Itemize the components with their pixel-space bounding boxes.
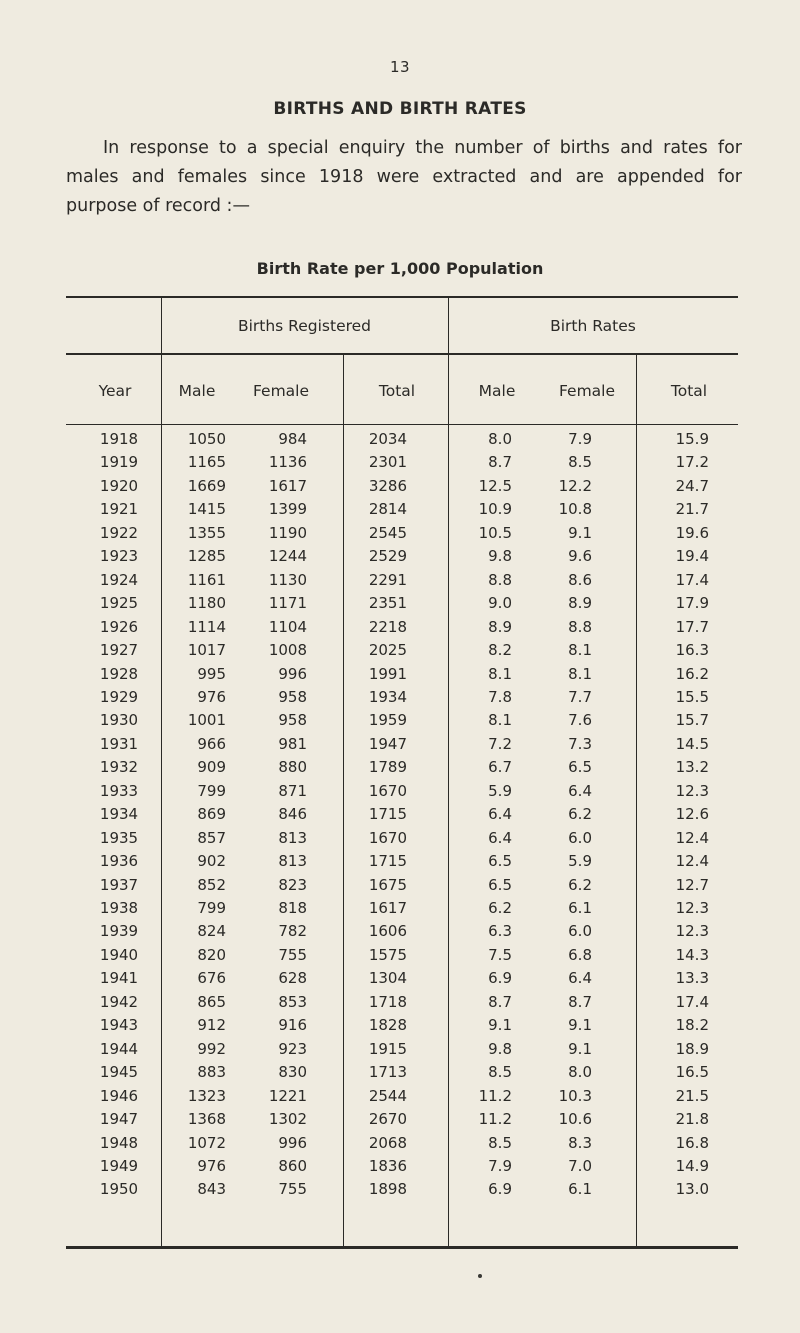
cell-year: 1918 — [99, 430, 139, 448]
cell-registered-female: 813 — [278, 828, 307, 847]
cell-registered-female: 755 — [278, 945, 307, 964]
cell-registered-male: 799 — [197, 899, 226, 917]
page-heading: BIRTHS AND BIRTH RATES — [273, 99, 527, 119]
cell-rate-male: 6.9 — [488, 969, 512, 988]
cell-registered-female: 880 — [278, 758, 307, 777]
cell-rate-female: 9.1 — [568, 1039, 592, 1058]
table-row — [0, 524, 800, 547]
cell-registered-male: 869 — [197, 805, 226, 824]
cell-rate-female: 6.0 — [568, 922, 592, 941]
table-row — [0, 899, 800, 922]
cell-rate-female: 10.6 — [558, 1110, 592, 1129]
cell-year: 1943 — [99, 1016, 139, 1035]
cell-registered-male: 799 — [197, 781, 226, 800]
cell-registered-female: 1221 — [268, 1086, 307, 1105]
cell-year: 1927 — [99, 641, 139, 660]
cell-year: 1919 — [99, 453, 139, 472]
cell-registered-female: 823 — [278, 875, 307, 894]
cell-registered-total: 1675 — [368, 875, 407, 894]
cell-rate-female: 7.7 — [568, 687, 592, 706]
table-row — [0, 1110, 800, 1133]
table-row — [0, 852, 800, 875]
cell-rate-male: 9.1 — [488, 1016, 512, 1035]
cell-rate-female: 6.4 — [568, 969, 592, 988]
cell-registered-total: 1915 — [368, 1039, 407, 1058]
cell-year: 1945 — [99, 1063, 139, 1082]
cell-rate-total: 15.7 — [675, 711, 709, 730]
cell-rate-female: 8.7 — [568, 992, 592, 1011]
cell-rate-female: 8.1 — [568, 641, 592, 660]
cell-rate-total: 12.4 — [675, 852, 709, 871]
table-row — [0, 735, 800, 758]
cell-year: 1938 — [99, 899, 139, 917]
cell-registered-female: 1130 — [268, 570, 307, 589]
cell-registered-total: 1898 — [368, 1180, 407, 1199]
cell-registered-total: 1718 — [368, 992, 407, 1011]
cell-rate-female: 7.0 — [568, 1156, 592, 1175]
cell-year: 1941 — [99, 969, 139, 988]
cell-registered-female: 860 — [278, 1156, 307, 1175]
cell-registered-male: 1323 — [187, 1086, 226, 1105]
column-header-rate-total: Total — [670, 382, 708, 400]
cell-year: 1920 — [99, 476, 139, 495]
cell-registered-male: 676 — [197, 969, 226, 988]
table-bottom-rule — [66, 1246, 738, 1249]
cell-registered-female: 1136 — [268, 453, 307, 472]
cell-rate-male: 10.9 — [478, 500, 512, 519]
cell-year: 1925 — [99, 594, 139, 613]
cell-rate-male: 6.2 — [488, 899, 512, 917]
cell-registered-total: 2218 — [368, 617, 407, 636]
cell-registered-total: 1617 — [368, 899, 407, 917]
cell-rate-female: 6.1 — [568, 899, 592, 917]
cell-rate-total: 15.5 — [675, 687, 709, 706]
cell-registered-total: 2545 — [368, 523, 407, 542]
table-row — [0, 1063, 800, 1086]
cell-registered-female: 628 — [278, 969, 307, 988]
cell-rate-female: 8.1 — [568, 664, 592, 683]
cell-registered-total: 2544 — [368, 1086, 407, 1105]
cell-registered-female: 981 — [278, 734, 307, 753]
cell-registered-male: 976 — [197, 687, 226, 706]
cell-rate-male: 6.7 — [488, 758, 512, 777]
cell-year: 1935 — [99, 828, 139, 847]
cell-rate-male: 8.2 — [488, 641, 512, 660]
cell-year: 1932 — [99, 758, 139, 777]
cell-rate-male: 9.8 — [488, 547, 512, 566]
cell-rate-total: 12.6 — [675, 805, 709, 824]
cell-rate-total: 16.8 — [675, 1133, 709, 1152]
table-row — [0, 829, 800, 852]
cell-registered-male: 992 — [197, 1039, 226, 1058]
cell-rate-total: 13.3 — [675, 969, 709, 988]
cell-registered-male: 1285 — [187, 547, 226, 566]
cell-rate-male: 8.7 — [488, 453, 512, 472]
table-row — [0, 500, 800, 523]
cell-registered-total: 2301 — [368, 453, 407, 472]
cell-registered-male: 912 — [197, 1016, 226, 1035]
cell-registered-male: 1161 — [187, 570, 226, 589]
cell-rate-male: 6.5 — [488, 875, 512, 894]
cell-registered-female: 996 — [278, 1133, 307, 1152]
cell-registered-total: 1670 — [368, 781, 407, 800]
cell-year: 1921 — [99, 500, 139, 519]
cell-rate-male: 9.8 — [488, 1039, 512, 1058]
cell-registered-total: 2814 — [368, 500, 407, 519]
cell-registered-female: 1302 — [268, 1110, 307, 1129]
cell-year: 1936 — [99, 852, 139, 871]
cell-rate-total: 13.0 — [675, 1180, 709, 1199]
cell-rate-male: 9.0 — [488, 594, 512, 613]
table-row — [0, 618, 800, 641]
cell-registered-female: 846 — [278, 805, 307, 824]
cell-registered-total: 1715 — [368, 852, 407, 871]
cell-rate-total: 18.2 — [675, 1016, 709, 1035]
cell-registered-total: 1991 — [368, 664, 407, 683]
cell-year: 1942 — [99, 992, 139, 1011]
cell-year: 1924 — [99, 570, 139, 589]
cell-registered-total: 1947 — [368, 734, 407, 753]
cell-registered-male: 852 — [197, 875, 226, 894]
cell-registered-female: 996 — [278, 664, 307, 683]
cell-rate-total: 15.9 — [675, 430, 709, 448]
cell-year: 1946 — [99, 1086, 139, 1105]
table-row — [0, 922, 800, 945]
cell-registered-male: 1072 — [187, 1133, 226, 1152]
cell-registered-female: 871 — [278, 781, 307, 800]
cell-rate-total: 14.5 — [675, 734, 709, 753]
cell-rate-female: 8.8 — [568, 617, 592, 636]
cell-rate-total: 12.3 — [675, 899, 709, 917]
cell-year: 1933 — [99, 781, 139, 800]
cell-rate-total: 21.7 — [675, 500, 709, 519]
cell-rate-female: 12.2 — [558, 476, 592, 495]
cell-registered-male: 902 — [197, 852, 226, 871]
cell-rate-female: 8.5 — [568, 453, 592, 472]
cell-year: 1944 — [99, 1039, 139, 1058]
cell-rate-male: 8.0 — [488, 430, 512, 448]
cell-registered-total: 2291 — [368, 570, 407, 589]
table-row — [0, 430, 800, 453]
table-row — [0, 641, 800, 664]
cell-registered-total: 2529 — [368, 547, 407, 566]
cell-rate-male: 11.2 — [478, 1110, 512, 1129]
cell-rate-total: 19.4 — [675, 547, 709, 566]
cell-registered-male: 1355 — [187, 523, 226, 542]
cell-rate-female: 9.1 — [568, 1016, 592, 1035]
cell-registered-female: 818 — [278, 899, 307, 917]
cell-rate-total: 12.4 — [675, 828, 709, 847]
cell-year: 1949 — [99, 1156, 139, 1175]
table-row — [0, 688, 800, 711]
column-header-year: Year — [98, 382, 132, 400]
cell-registered-total: 1713 — [368, 1063, 407, 1082]
cell-registered-total: 3286 — [368, 476, 407, 495]
cell-rate-female: 10.8 — [558, 500, 592, 519]
cell-registered-female: 1104 — [268, 617, 307, 636]
table-row — [0, 477, 800, 500]
cell-registered-total: 1789 — [368, 758, 407, 777]
cell-registered-female: 755 — [278, 1180, 307, 1199]
cell-registered-female: 1399 — [268, 500, 307, 519]
table-row — [0, 782, 800, 805]
cell-registered-total: 1836 — [368, 1156, 407, 1175]
cell-rate-total: 16.5 — [675, 1063, 709, 1082]
cell-registered-male: 843 — [197, 1180, 226, 1199]
cell-registered-female: 923 — [278, 1039, 307, 1058]
cell-rate-total: 17.9 — [675, 594, 709, 613]
cell-rate-total: 12.3 — [675, 781, 709, 800]
cell-registered-total: 1575 — [368, 945, 407, 964]
cell-rate-female: 9.6 — [568, 547, 592, 566]
cell-rate-female: 6.0 — [568, 828, 592, 847]
cell-registered-male: 1017 — [187, 641, 226, 660]
cell-registered-male: 995 — [197, 664, 226, 683]
cell-registered-male: 1165 — [187, 453, 226, 472]
column-header-rate-male: Male — [478, 382, 516, 400]
cell-rate-total: 17.7 — [675, 617, 709, 636]
cell-rate-total: 12.3 — [675, 922, 709, 941]
cell-rate-male: 8.5 — [488, 1133, 512, 1152]
cell-registered-male: 865 — [197, 992, 226, 1011]
cell-rate-male: 12.5 — [478, 476, 512, 495]
table-title: Birth Rate per 1,000 Population — [256, 259, 544, 278]
cell-registered-female: 830 — [278, 1063, 307, 1082]
cell-registered-male: 966 — [197, 734, 226, 753]
cell-rate-male: 6.4 — [488, 828, 512, 847]
cell-rate-female: 9.1 — [568, 523, 592, 542]
cell-rate-total: 21.8 — [675, 1110, 709, 1129]
table-row — [0, 594, 800, 617]
cell-rate-total: 12.7 — [675, 875, 709, 894]
cell-registered-female: 916 — [278, 1016, 307, 1035]
cell-year: 1922 — [99, 523, 139, 542]
cell-registered-female: 1008 — [268, 641, 307, 660]
cell-rate-total: 21.5 — [675, 1086, 709, 1105]
cell-rate-female: 7.9 — [568, 430, 592, 448]
table-row — [0, 1180, 800, 1203]
cell-rate-male: 11.2 — [478, 1086, 512, 1105]
cell-registered-male: 909 — [197, 758, 226, 777]
cell-registered-total: 2670 — [368, 1110, 407, 1129]
group-header-birth-rates: Birth Rates — [550, 317, 636, 335]
column-header-registered-male: Male — [178, 382, 216, 400]
table-row — [0, 876, 800, 899]
table-row — [0, 711, 800, 734]
cell-rate-total: 19.6 — [675, 523, 709, 542]
cell-registered-male: 1114 — [187, 617, 226, 636]
cell-registered-total: 2034 — [368, 430, 407, 448]
cell-registered-female: 958 — [278, 687, 307, 706]
cell-registered-male: 1180 — [187, 594, 226, 613]
cell-year: 1950 — [99, 1180, 139, 1199]
table-row — [0, 1087, 800, 1110]
cell-registered-male: 976 — [197, 1156, 226, 1175]
cell-rate-total: 18.9 — [675, 1039, 709, 1058]
stray-mark — [478, 1274, 482, 1278]
cell-rate-female: 8.9 — [568, 594, 592, 613]
cell-registered-male: 824 — [197, 922, 226, 941]
cell-rate-female: 7.6 — [568, 711, 592, 730]
cell-year: 1948 — [99, 1133, 139, 1152]
cell-registered-female: 1617 — [268, 476, 307, 495]
cell-rate-male: 6.9 — [488, 1180, 512, 1199]
cell-rate-total: 16.2 — [675, 664, 709, 683]
cell-registered-male: 1001 — [187, 711, 226, 730]
cell-rate-male: 7.9 — [488, 1156, 512, 1175]
cell-registered-male: 1368 — [187, 1110, 226, 1129]
table-row — [0, 453, 800, 476]
cell-registered-total: 1670 — [368, 828, 407, 847]
cell-rate-male: 8.9 — [488, 617, 512, 636]
cell-rate-female: 10.3 — [558, 1086, 592, 1105]
cell-rate-total: 16.3 — [675, 641, 709, 660]
cell-year: 1928 — [99, 664, 139, 683]
table-row — [0, 1157, 800, 1180]
cell-rate-female: 6.4 — [568, 781, 592, 800]
cell-rate-total: 13.2 — [675, 758, 709, 777]
cell-registered-female: 1244 — [268, 547, 307, 566]
cell-registered-male: 883 — [197, 1063, 226, 1082]
cell-registered-female: 1190 — [268, 523, 307, 542]
cell-registered-male: 1669 — [187, 476, 226, 495]
cell-year: 1934 — [99, 805, 139, 824]
cell-registered-total: 2351 — [368, 594, 407, 613]
cell-registered-female: 984 — [278, 430, 307, 448]
cell-registered-total: 2025 — [368, 641, 407, 660]
cell-registered-total: 1715 — [368, 805, 407, 824]
cell-year: 1937 — [99, 875, 139, 894]
cell-rate-male: 8.1 — [488, 664, 512, 683]
cell-rate-female: 5.9 — [568, 852, 592, 871]
cell-rate-female: 6.2 — [568, 805, 592, 824]
cell-rate-total: 14.9 — [675, 1156, 709, 1175]
cell-year: 1947 — [99, 1110, 139, 1129]
cell-rate-female: 6.8 — [568, 945, 592, 964]
cell-registered-total: 1606 — [368, 922, 407, 941]
cell-registered-female: 782 — [278, 922, 307, 941]
cell-rate-female: 6.5 — [568, 758, 592, 777]
cell-rate-male: 8.7 — [488, 992, 512, 1011]
intro-paragraph: In response to a special enquiry the number of births and rates for males and females since 1918 were extracted and are appended for purpose of record :— — [66, 138, 742, 216]
table-row — [0, 758, 800, 781]
cell-registered-female: 853 — [278, 992, 307, 1011]
cell-rate-male: 8.1 — [488, 711, 512, 730]
cell-rate-total: 14.3 — [675, 945, 709, 964]
cell-rate-male: 5.9 — [488, 781, 512, 800]
cell-rate-female: 6.2 — [568, 875, 592, 894]
cell-rate-total: 17.2 — [675, 453, 709, 472]
cell-registered-total: 1304 — [368, 969, 407, 988]
table-row — [0, 571, 800, 594]
cell-registered-female: 958 — [278, 711, 307, 730]
cell-rate-male: 10.5 — [478, 523, 512, 542]
page-number: 13 — [389, 58, 411, 76]
cell-rate-female: 8.0 — [568, 1063, 592, 1082]
cell-year: 1929 — [99, 687, 139, 706]
cell-registered-total: 2068 — [368, 1133, 407, 1152]
table-row — [0, 1016, 800, 1039]
group-header-births-registered: Births Registered — [237, 317, 372, 335]
cell-rate-male: 7.8 — [488, 687, 512, 706]
cell-registered-male: 1050 — [187, 430, 226, 448]
table-row — [0, 969, 800, 992]
column-header-registered-total: Total — [378, 382, 416, 400]
cell-year: 1926 — [99, 617, 139, 636]
cell-year: 1940 — [99, 945, 139, 964]
cell-registered-total: 1959 — [368, 711, 407, 730]
cell-registered-male: 1415 — [187, 500, 226, 519]
table-row — [0, 665, 800, 688]
cell-registered-male: 820 — [197, 945, 226, 964]
table-row — [0, 805, 800, 828]
cell-rate-female: 7.3 — [568, 734, 592, 753]
cell-registered-female: 1171 — [268, 594, 307, 613]
cell-year: 1930 — [99, 711, 139, 730]
table-row — [0, 547, 800, 570]
cell-rate-female: 8.6 — [568, 570, 592, 589]
column-header-registered-female: Female — [252, 382, 310, 400]
table-top-rule — [66, 296, 738, 298]
cell-rate-male: 7.5 — [488, 945, 512, 964]
cell-year: 1931 — [99, 734, 139, 753]
cell-registered-female: 813 — [278, 852, 307, 871]
cell-rate-male: 8.8 — [488, 570, 512, 589]
table-row — [0, 946, 800, 969]
cell-year: 1939 — [99, 922, 139, 941]
table-row — [0, 1134, 800, 1157]
cell-rate-female: 6.1 — [568, 1180, 592, 1199]
cell-registered-total: 1828 — [368, 1016, 407, 1035]
cell-rate-male: 6.4 — [488, 805, 512, 824]
cell-rate-male: 6.3 — [488, 922, 512, 941]
cell-rate-total: 24.7 — [675, 476, 709, 495]
table-row — [0, 1040, 800, 1063]
cell-year: 1923 — [99, 547, 139, 566]
table-row — [0, 993, 800, 1016]
cell-rate-female: 8.3 — [568, 1133, 592, 1152]
cell-rate-male: 8.5 — [488, 1063, 512, 1082]
cell-rate-total: 17.4 — [675, 570, 709, 589]
cell-rate-male: 6.5 — [488, 852, 512, 871]
column-header-rate-female: Female — [558, 382, 616, 400]
cell-rate-total: 17.4 — [675, 992, 709, 1011]
cell-rate-male: 7.2 — [488, 734, 512, 753]
cell-registered-male: 857 — [197, 828, 226, 847]
cell-registered-total: 1934 — [368, 687, 407, 706]
